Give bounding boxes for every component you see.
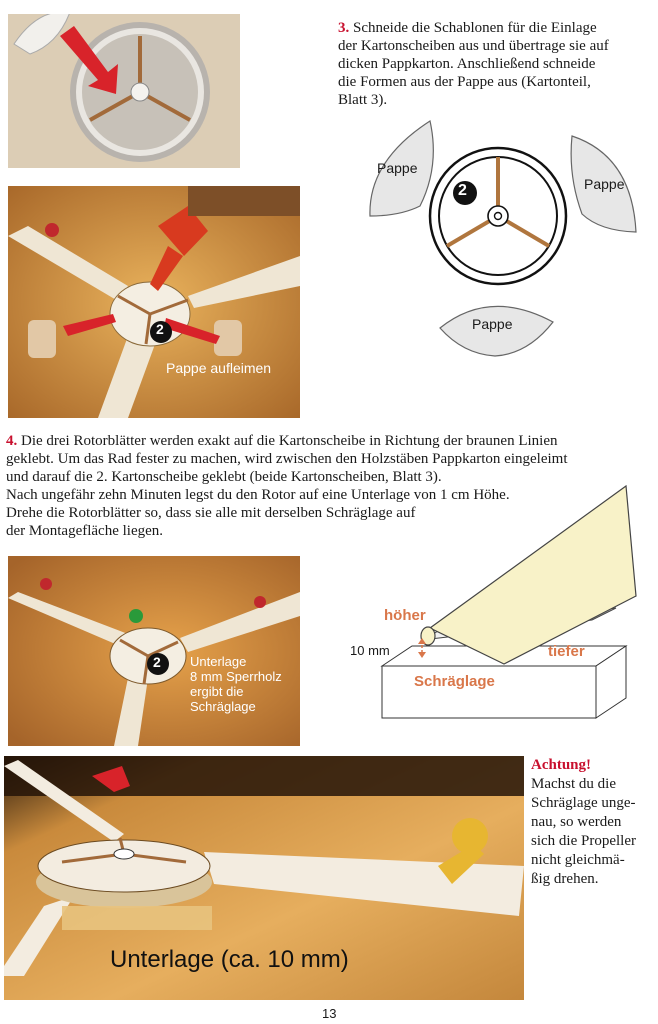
step4-line5: Drehe die Rotorblätter so, dass sie alle mit derselben Schräglage auf [6,505,416,521]
photo2-disc-number: 2 [156,321,164,337]
warning-title: Achtung! [531,757,592,773]
step4-line1: Die drei Rotorblätter werden exakt auf die Kartonscheibe in Richtung der braunen Linien [21,433,558,449]
diagram-tilt [340,480,650,725]
pappe-label-right: Pappe [584,176,625,192]
warning-line3: nau, so werden [531,814,622,830]
photo3-caption-line1: Unterlage [190,654,247,669]
photo3-disc-number: 2 [153,654,161,670]
pappe-label-bottom: Pappe [472,316,513,332]
step3-paragraph [338,19,658,109]
photo2-caption: Pappe aufleimen [166,360,272,376]
photo-gluing [8,186,300,418]
step4-line4: Nach ungefähr zehn Minuten legst du den Rotor auf eine Unterlage von 1 cm Höhe. [6,487,510,503]
step3-line3: dicken Pappkarton. Anschließend schneide [338,56,596,72]
step4-line3: und darauf die 2. Kartonscheibe geklebt (beide Kartonscheiben, Blatt 3). [6,469,442,485]
photo3-caption [190,654,282,714]
warning-line2: Schräglage unge- [531,795,636,811]
label-lower: tiefer [548,643,585,660]
photo-disc-template [8,14,240,168]
diagram-disc-segments [360,116,650,361]
warning-line4: sich die Propeller [531,833,636,849]
step3-number: 3. [338,20,350,36]
step4-line6: der Montagefläche liegen. [6,523,164,539]
photo3-caption-line4: Schräglage [190,699,256,714]
step3-line1: Schneide die Schablonen für die Einlage [353,20,597,36]
warning-note [531,756,656,889]
page-number: 13 [322,1006,337,1021]
step3-line2: der Kartonscheiben aus und übertrage sie auf [338,38,609,54]
label-higher: höher [384,607,426,624]
step3-line4: die Formen aus der Pappe aus (Kartonteil, [338,74,591,90]
pappe-label-left: Pappe [377,160,418,176]
photo-rotor-closeup [4,756,524,1000]
step3-line5: Blatt 3). [338,92,388,108]
warning-line6: ßig drehen. [531,871,599,887]
warning-line1: Machst du die [531,776,616,792]
photo-rotor-plywood [8,556,300,746]
disc-number: 2 [458,182,467,199]
photo3-caption-line2: 8 mm Sperrholz [190,669,282,684]
photo4-caption: Unterlage (ca. 10 mm) [110,946,349,973]
warning-line5: nicht gleichmä- [531,852,625,868]
label-height: 10 mm [350,643,390,658]
step4-line2: geklebt. Um das Rad fester zu machen, wird zwischen den Holzstäben Pappkarton eingeleimt [6,451,568,467]
step4-number: 4. [6,433,18,449]
label-tilt: Schräglage [414,673,495,690]
photo3-caption-line3: ergibt die [190,684,244,699]
